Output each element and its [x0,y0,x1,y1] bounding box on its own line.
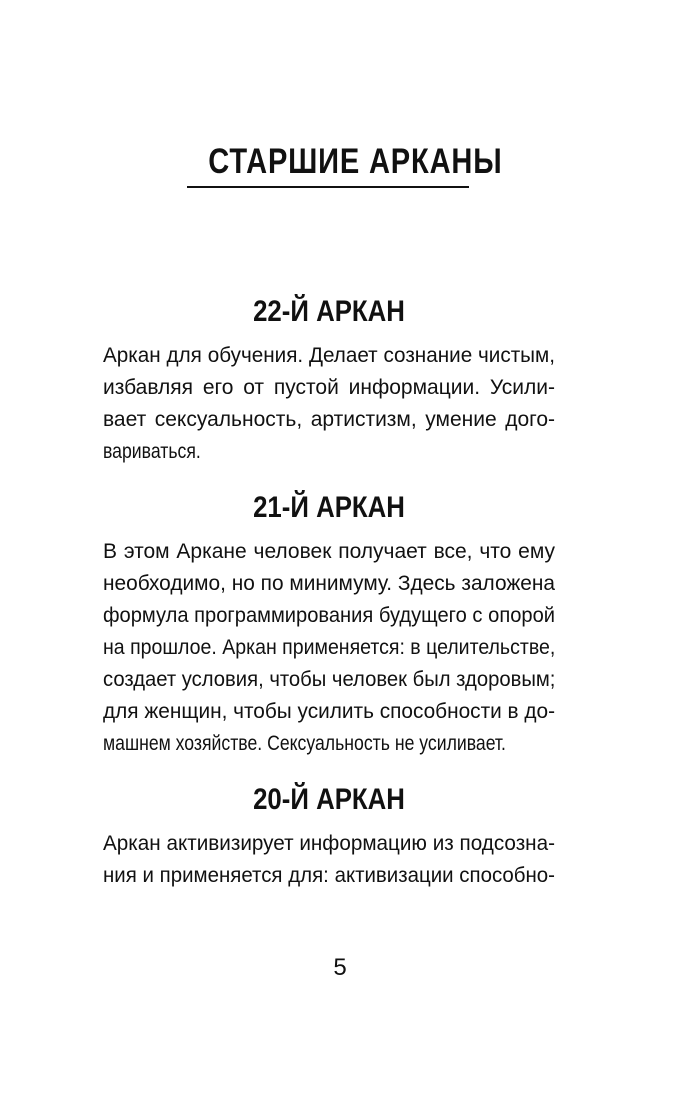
text-line: вает сексуальность, артистизм, умение дого- [103,408,555,431]
text-line: В этом Аркане человек получает все, что ему [103,540,555,563]
text-line: формула программирования будущего с опорой [103,604,555,627]
text-line: Аркан активизирует информацию из подсозна- [103,832,555,855]
text-line: на прошлое. Аркан применяется: в целительстве, [103,636,556,659]
chapter-title: СТАРШИЕ АРКАНЫ [208,142,503,181]
text-line: вариваться. [103,440,201,463]
text-line: создает условия, чтобы человек был здоровым; [103,668,556,691]
text-line: ния и применяется для: активизации способно- [103,864,555,887]
section-arcana-21 [103,488,555,760]
section-heading: 20-Й АРКАН [253,783,405,816]
text-line: машнем хозяйстве. Сексуальность не усиливает. [103,732,506,755]
section-body [103,340,555,468]
section-heading: 21-Й АРКАН [253,491,405,524]
text-line: Аркан для обучения. Делает сознание чистым, [103,344,555,367]
section-body [103,536,555,760]
section-heading: 22-Й АРКАН [253,295,405,328]
section-arcana-22 [103,292,555,468]
text-line: избавляя его от пустой информации. Усили- [103,376,555,399]
text-line: необходимо, но по минимуму. Здесь заложена [103,572,555,595]
page-number: 5 [333,954,347,981]
title-underline [187,186,469,188]
section-body [103,828,555,892]
section-arcana-20 [103,780,555,892]
text-line: для женщин, чтобы усилить способности в до- [103,700,556,723]
